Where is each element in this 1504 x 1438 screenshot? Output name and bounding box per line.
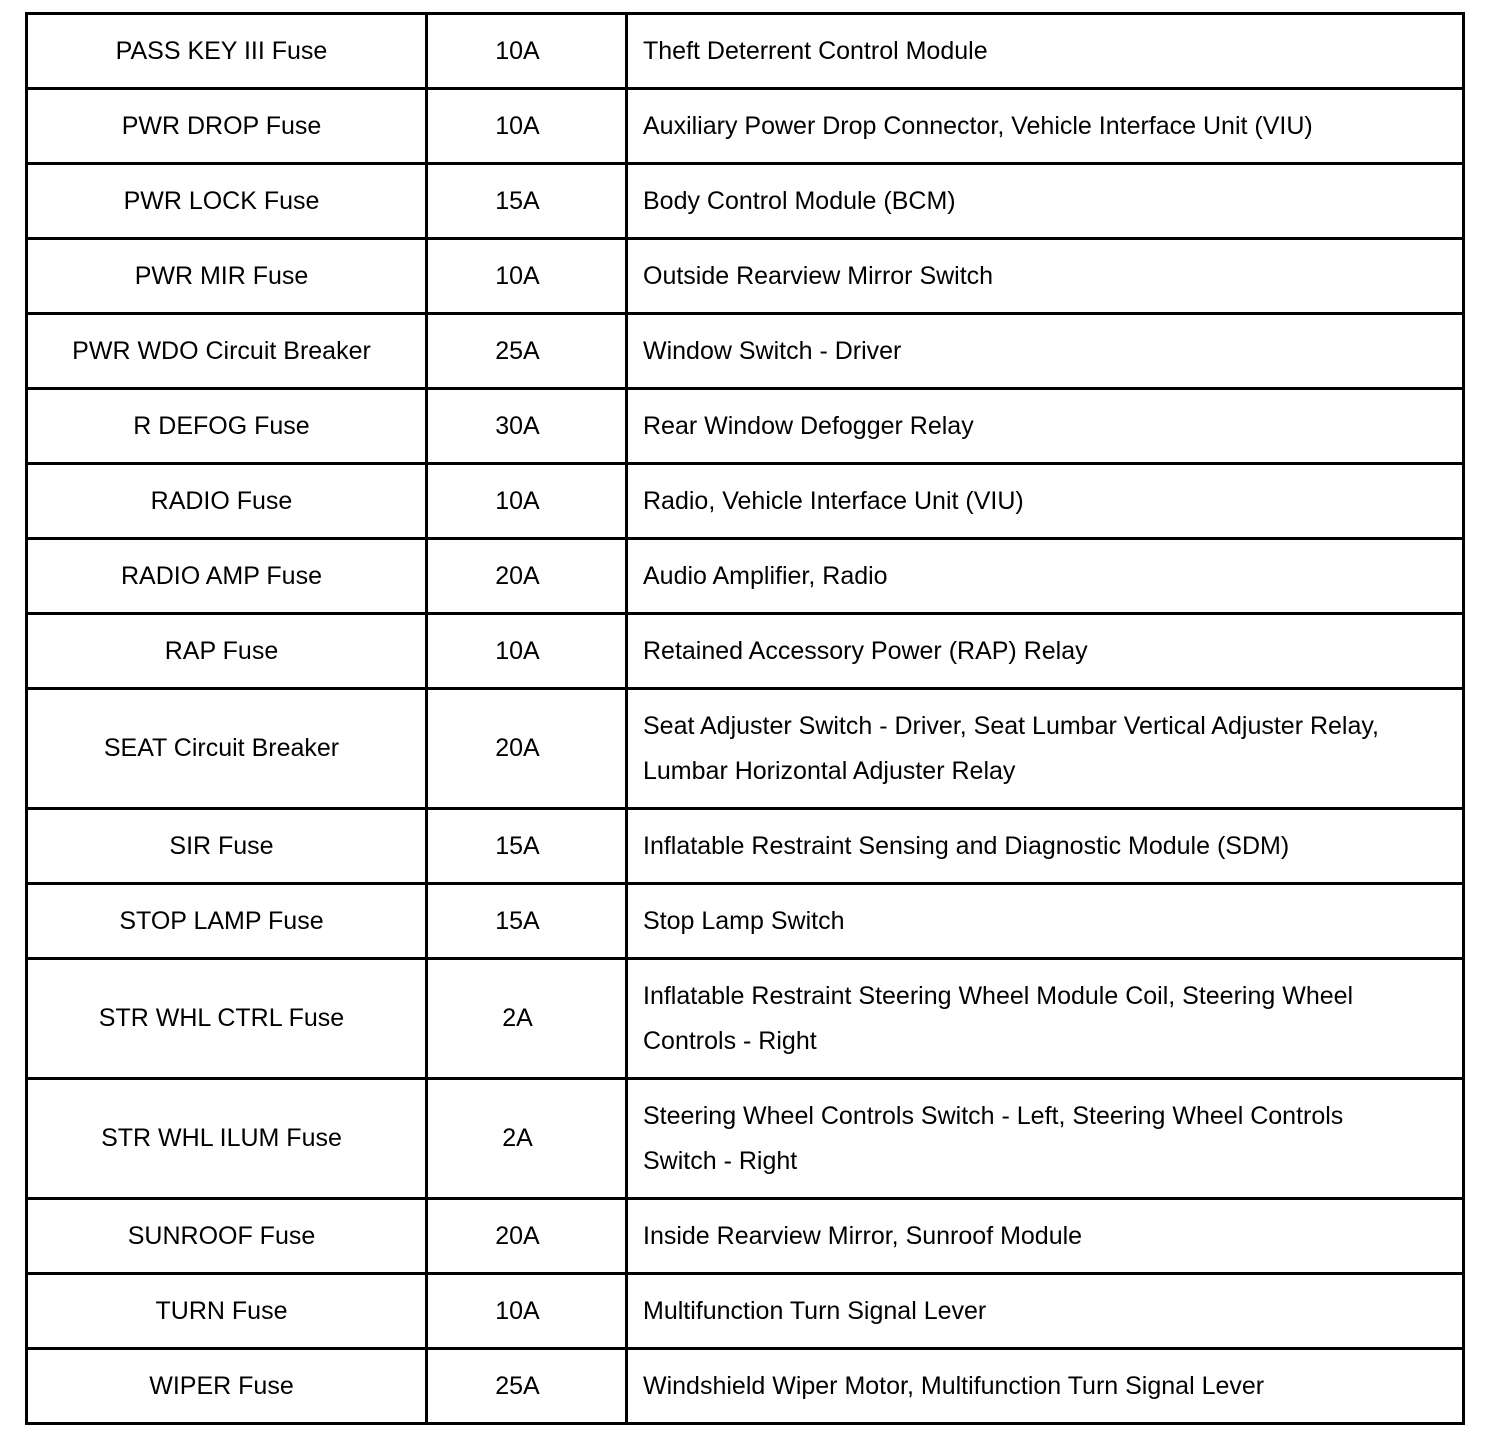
fuse-name-cell: STR WHL CTRL Fuse [27,959,427,1079]
fuse-description-cell: Theft Deterrent Control Module [627,14,1464,89]
fuse-rating-cell: 15A [427,809,627,884]
fuse-description-cell: Rear Window Defogger Relay [627,389,1464,464]
fuse-description-cell: Stop Lamp Switch [627,884,1464,959]
fuse-name-cell: SUNROOF Fuse [27,1199,427,1274]
table-row [27,14,1464,89]
table-row [27,314,1464,389]
fuse-name-cell: PASS KEY III Fuse [27,14,427,89]
table-row [27,389,1464,464]
table-row [27,1274,1464,1349]
fuse-description-cell: Window Switch - Driver [627,314,1464,389]
fuse-name-cell: PWR MIR Fuse [27,239,427,314]
fuse-description-cell: Multifunction Turn Signal Lever [627,1274,1464,1349]
table-row [27,1349,1464,1424]
table-row [27,614,1464,689]
fuse-description-cell: Inside Rearview Mirror, Sunroof Module [627,1199,1464,1274]
fuse-rating-cell: 10A [427,614,627,689]
fuse-description-cell: Retained Accessory Power (RAP) Relay [627,614,1464,689]
table-row [27,89,1464,164]
fuse-rating-cell: 10A [427,14,627,89]
fuse-name-cell: TURN Fuse [27,1274,427,1349]
fuse-rating-cell: 10A [427,464,627,539]
table-row [27,1079,1464,1199]
table-row [27,959,1464,1079]
fuse-description-cell: Auxiliary Power Drop Connector, Vehicle Interface Unit (VIU) [627,89,1464,164]
fuse-name-cell: RADIO AMP Fuse [27,539,427,614]
table-row [27,809,1464,884]
table-row [27,1199,1464,1274]
fuse-name-cell: RADIO Fuse [27,464,427,539]
fuse-description-cell: Outside Rearview Mirror Switch [627,239,1464,314]
fuse-name-cell: PWR WDO Circuit Breaker [27,314,427,389]
fuse-rating-cell: 2A [427,1079,627,1199]
fuse-rating-cell: 30A [427,389,627,464]
fuse-name-cell: PWR DROP Fuse [27,89,427,164]
fuse-rating-cell: 20A [427,539,627,614]
fuse-rating-cell: 20A [427,689,627,809]
fuse-rating-cell: 10A [427,239,627,314]
fuse-rating-cell: 15A [427,884,627,959]
fuse-name-cell: STOP LAMP Fuse [27,884,427,959]
fuse-description-cell: Body Control Module (BCM) [627,164,1464,239]
table-row [27,539,1464,614]
fuse-description-cell: Windshield Wiper Motor, Multifunction Turn Signal Lever [627,1349,1464,1424]
fuse-rating-cell: 25A [427,1349,627,1424]
fuse-rating-cell: 10A [427,89,627,164]
fuse-name-cell: WIPER Fuse [27,1349,427,1424]
table-row [27,689,1464,809]
fuse-table [25,12,1465,1425]
fuse-rating-cell: 25A [427,314,627,389]
fuse-name-cell: R DEFOG Fuse [27,389,427,464]
table-row [27,464,1464,539]
table-row [27,239,1464,314]
fuse-name-cell: STR WHL ILUM Fuse [27,1079,427,1199]
fuse-name-cell: SEAT Circuit Breaker [27,689,427,809]
fuse-description-cell: Inflatable Restraint Sensing and Diagnostic Module (SDM) [627,809,1464,884]
table-row [27,884,1464,959]
fuse-description-cell: Seat Adjuster Switch - Driver, Seat Lumbar Vertical Adjuster Relay, Lumbar Horizontal Adjuster Relay [627,689,1464,809]
fuse-description-cell: Audio Amplifier, Radio [627,539,1464,614]
fuse-name-cell: PWR LOCK Fuse [27,164,427,239]
fuse-name-cell: RAP Fuse [27,614,427,689]
fuse-description-cell: Inflatable Restraint Steering Wheel Module Coil, Steering Wheel Controls - Right [627,959,1464,1079]
fuse-rating-cell: 15A [427,164,627,239]
fuse-rating-cell: 20A [427,1199,627,1274]
fuse-table-body [27,14,1464,1424]
fuse-description-cell: Steering Wheel Controls Switch - Left, Steering Wheel Controls Switch - Right [627,1079,1464,1199]
fuse-rating-cell: 2A [427,959,627,1079]
fuse-rating-cell: 10A [427,1274,627,1349]
table-row [27,164,1464,239]
fuse-name-cell: SIR Fuse [27,809,427,884]
fuse-description-cell: Radio, Vehicle Interface Unit (VIU) [627,464,1464,539]
